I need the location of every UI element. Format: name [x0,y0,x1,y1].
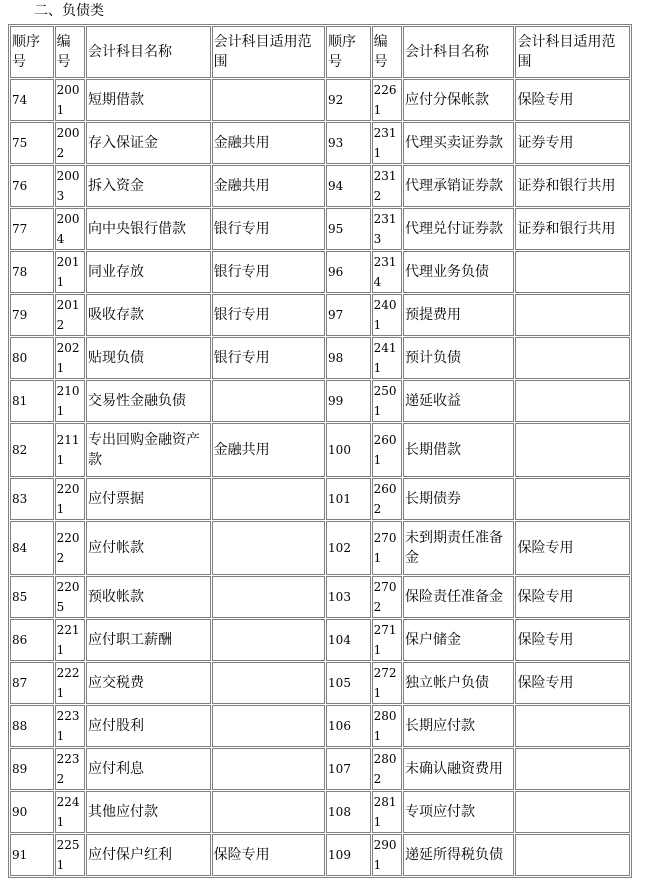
left-cell-name: 向中央银行借款 [86,208,211,250]
right-cell-scope [515,251,630,293]
left-cell-seq: 90 [10,791,54,833]
right-cell-scope [515,294,630,336]
left-cell-scope: 银行专用 [212,251,325,293]
header-seq: 顺序号 [10,26,54,78]
right-cell-name: 递延收益 [403,380,514,422]
left-cell-name: 短期借款 [86,79,211,121]
table-row [10,122,630,164]
left-cell-code: 2002 [55,122,85,164]
right-cell-scope: 保险专用 [515,662,630,704]
left-cell-scope: 银行专用 [212,208,325,250]
table-row [10,834,630,876]
right-cell-code: 2311 [372,122,402,164]
left-cell-code: 2221 [55,662,85,704]
right-cell-seq: 99 [326,380,371,422]
table-row [10,521,630,575]
right-cell-code: 2811 [372,791,402,833]
right-cell-name: 递延所得税负债 [403,834,514,876]
left-cell-seq: 74 [10,79,54,121]
right-cell-scope: 保险专用 [515,79,630,121]
left-cell-scope [212,576,325,618]
left-cell-code: 2232 [55,748,85,790]
left-cell-name: 拆入资金 [86,165,211,207]
left-cell-scope [212,705,325,747]
left-cell-code: 2101 [55,380,85,422]
table-row [10,380,630,422]
right-cell-seq: 100 [326,423,371,477]
right-cell-seq: 107 [326,748,371,790]
left-cell-seq: 82 [10,423,54,477]
right-cell-name: 保户储金 [403,619,514,661]
right-cell-name: 预计负债 [403,337,514,379]
table-row [10,79,630,121]
right-cell-seq: 104 [326,619,371,661]
table-header-row [10,26,630,78]
right-cell-code: 2401 [372,294,402,336]
header-scope: 会计科目适用范围 [515,26,630,78]
right-cell-scope [515,337,630,379]
right-cell-scope: 证券专用 [515,122,630,164]
left-cell-code: 2231 [55,705,85,747]
liability-accounts-table [8,24,632,878]
right-cell-scope: 保险专用 [515,619,630,661]
left-cell-seq: 85 [10,576,54,618]
left-cell-seq: 91 [10,834,54,876]
table-row [10,705,630,747]
right-cell-seq: 98 [326,337,371,379]
table-row [10,165,630,207]
right-cell-scope: 证券和银行共用 [515,208,630,250]
left-cell-scope [212,791,325,833]
left-cell-name: 应付股利 [86,705,211,747]
left-cell-name: 贴现负债 [86,337,211,379]
left-cell-code: 2003 [55,165,85,207]
right-cell-seq: 105 [326,662,371,704]
left-cell-seq: 88 [10,705,54,747]
right-cell-scope: 证券和银行共用 [515,165,630,207]
left-cell-scope: 银行专用 [212,294,325,336]
table-row [10,208,630,250]
right-cell-code: 2801 [372,705,402,747]
left-cell-scope: 金融共用 [212,122,325,164]
right-cell-name: 应付分保帐款 [403,79,514,121]
left-cell-name: 其他应付款 [86,791,211,833]
right-cell-seq: 106 [326,705,371,747]
right-cell-scope [515,705,630,747]
left-cell-name: 预收帐款 [86,576,211,618]
left-cell-name: 应付职工薪酬 [86,619,211,661]
right-cell-name: 长期借款 [403,423,514,477]
right-cell-seq: 109 [326,834,371,876]
right-cell-name: 未到期责任准备金 [403,521,514,575]
table-row [10,251,630,293]
left-cell-code: 2012 [55,294,85,336]
right-cell-code: 2901 [372,834,402,876]
right-cell-scope [515,478,630,520]
right-cell-code: 2501 [372,380,402,422]
left-cell-name: 吸收存款 [86,294,211,336]
table-row [10,748,630,790]
left-cell-code: 2011 [55,251,85,293]
right-cell-name: 代理业务负债 [403,251,514,293]
left-cell-seq: 81 [10,380,54,422]
left-cell-code: 2111 [55,423,85,477]
right-cell-seq: 95 [326,208,371,250]
left-cell-name: 同业存放 [86,251,211,293]
left-cell-code: 2202 [55,521,85,575]
left-cell-name: 应交税费 [86,662,211,704]
header-name: 会计科目名称 [86,26,211,78]
left-cell-scope: 银行专用 [212,337,325,379]
left-cell-seq: 84 [10,521,54,575]
left-cell-name: 交易性金融负债 [86,380,211,422]
right-cell-name: 预提费用 [403,294,514,336]
left-cell-name: 应付保户红利 [86,834,211,876]
left-cell-scope: 金融共用 [212,165,325,207]
right-cell-scope [515,748,630,790]
left-cell-scope [212,380,325,422]
right-cell-seq: 97 [326,294,371,336]
right-cell-seq: 108 [326,791,371,833]
right-cell-scope: 保险专用 [515,521,630,575]
left-cell-scope [212,79,325,121]
left-cell-code: 2201 [55,478,85,520]
left-cell-code: 2251 [55,834,85,876]
left-cell-seq: 80 [10,337,54,379]
right-cell-name: 未确认融资费用 [403,748,514,790]
left-cell-code: 2205 [55,576,85,618]
table-row [10,294,630,336]
left-cell-seq: 86 [10,619,54,661]
right-cell-code: 2601 [372,423,402,477]
right-cell-name: 独立帐户负债 [403,662,514,704]
right-cell-name: 代理兑付证券款 [403,208,514,250]
header-code: 编号 [55,26,85,78]
header-code: 编号 [372,26,402,78]
right-cell-seq: 93 [326,122,371,164]
right-cell-code: 2602 [372,478,402,520]
left-cell-seq: 87 [10,662,54,704]
right-cell-seq: 96 [326,251,371,293]
right-cell-scope [515,423,630,477]
left-cell-seq: 78 [10,251,54,293]
right-cell-name: 代理承销证券款 [403,165,514,207]
right-cell-scope [515,791,630,833]
left-cell-seq: 89 [10,748,54,790]
left-cell-name: 应付利息 [86,748,211,790]
table-row [10,478,630,520]
right-cell-scope [515,834,630,876]
table-row [10,423,630,477]
left-cell-seq: 76 [10,165,54,207]
left-cell-scope [212,662,325,704]
header-seq: 顺序号 [326,26,371,78]
right-cell-scope: 保险专用 [515,576,630,618]
left-cell-name: 应付帐款 [86,521,211,575]
right-cell-code: 2701 [372,521,402,575]
right-cell-name: 专项应付款 [403,791,514,833]
left-cell-seq: 75 [10,122,54,164]
left-cell-code: 2004 [55,208,85,250]
right-cell-scope [515,380,630,422]
right-cell-code: 2312 [372,165,402,207]
right-cell-seq: 92 [326,79,371,121]
left-cell-name: 专出回购金融资产款 [86,423,211,477]
left-cell-scope: 金融共用 [212,423,325,477]
left-cell-name: 存入保证金 [86,122,211,164]
right-cell-name: 代理买卖证券款 [403,122,514,164]
left-cell-code: 2241 [55,791,85,833]
header-scope: 会计科目适用范围 [212,26,325,78]
left-cell-seq: 79 [10,294,54,336]
left-cell-scope: 保险专用 [212,834,325,876]
left-cell-name: 应付票据 [86,478,211,520]
left-cell-seq: 83 [10,478,54,520]
right-cell-name: 长期债券 [403,478,514,520]
right-cell-code: 2261 [372,79,402,121]
right-cell-code: 2411 [372,337,402,379]
right-cell-seq: 102 [326,521,371,575]
left-cell-code: 2001 [55,79,85,121]
left-cell-scope [212,478,325,520]
table-row [10,576,630,618]
header-name: 会计科目名称 [403,26,514,78]
left-cell-code: 2211 [55,619,85,661]
left-cell-scope [212,619,325,661]
left-cell-scope [212,748,325,790]
table-row [10,619,630,661]
right-cell-code: 2702 [372,576,402,618]
right-cell-seq: 94 [326,165,371,207]
right-cell-seq: 101 [326,478,371,520]
table-row [10,791,630,833]
section-heading: 二、负债类 [34,3,104,19]
right-cell-code: 2711 [372,619,402,661]
right-cell-code: 2721 [372,662,402,704]
table-row [10,337,630,379]
right-cell-code: 2313 [372,208,402,250]
right-cell-code: 2802 [372,748,402,790]
left-cell-scope [212,521,325,575]
table-row [10,662,630,704]
right-cell-name: 保险责任准备金 [403,576,514,618]
right-cell-code: 2314 [372,251,402,293]
right-cell-name: 长期应付款 [403,705,514,747]
left-cell-seq: 77 [10,208,54,250]
left-cell-code: 2021 [55,337,85,379]
right-cell-seq: 103 [326,576,371,618]
